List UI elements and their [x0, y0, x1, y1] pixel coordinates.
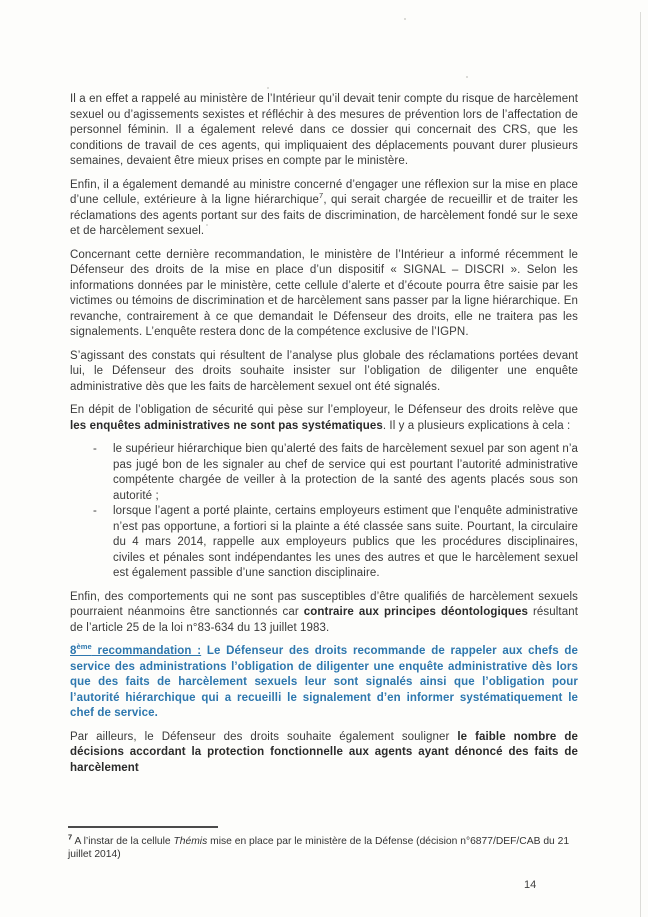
- bullet-dash: -: [93, 505, 97, 517]
- footnote: [68, 832, 588, 861]
- recommendation-title: [70, 642, 202, 657]
- paragraph-4: [70, 349, 578, 396]
- recommendation-label: recommandation :: [91, 645, 202, 657]
- text-run: résultant de l’article 25 de la loi n°83-634 du 13 juillet 1983.: [70, 606, 578, 634]
- recommendation-paragraph: [70, 644, 578, 722]
- page-body-text: [70, 92, 578, 784]
- scan-speck: [206, 224, 208, 226]
- text-run-italic: Thémis: [173, 836, 208, 847]
- scan-edge-line: [640, 12, 641, 917]
- footnote-divider: [68, 826, 218, 828]
- text-run: . Il y a plusieurs explications à cela :: [382, 419, 571, 432]
- paragraph-8: [70, 730, 578, 777]
- text-run-bold: contraire aux principes déontologiques: [303, 606, 528, 618]
- text-run: lorsque l’agent a porté plainte, certains employeurs estiment que l’enquête administrative n’est pas opportune, a fortiori si la plainte a été classée sans suite. Pourtant, la circulaire du 4 mars 2014, rappelle aux employeurs publics que les procédures disciplinaires, civiles et pénales sont indépendantes les unes des autres et que le harcèlement sexuel est également passible d’une sanction disciplinaire.: [113, 505, 578, 579]
- text-run: mise en place par le ministère de la Défense (décision n°6877/DEF/CAB du 21 juillet 2014): [68, 836, 570, 860]
- text-run: A l’instar de la cellule: [72, 836, 174, 847]
- text-run: Concernant cette dernière recommandation, le ministère de l’Intérieur a informé récemment le Défenseur des droits de la mise en place d’un dispositif « SIGNAL – DISCRI ». Selon les informations données par le ministère, cette cellule d’alerte et d’écoute pourra être saisie par les victimes ou témoins de discrimination et de harcèlement sans passer par la ligne hiérarchique. En revanche, contrairement à ce que demandait le Défenseur des droits, elle ne traitera pas les signalements. L’enquête restera donc de la compétence exclusive de l’IGPN.: [70, 248, 578, 338]
- text-run: Par ailleurs, le Défenseur des droits souhaite également souligner: [70, 730, 458, 743]
- paragraph-5-intro: [70, 403, 578, 434]
- paragraph-1: [70, 92, 578, 170]
- bullet-list: [70, 442, 578, 582]
- scan-speck: [267, 87, 269, 89]
- text-run-bold: le faible nombre de décisions accordant la protection fonctionnelle aux agents ayant dénoncé des faits de harcèlement: [70, 730, 578, 774]
- footnote-reference: 7: [319, 191, 324, 201]
- scan-speck: [466, 76, 468, 78]
- text-run: , qui serait chargée de recueillir et de traiter les réclamations des agents portant sur des faits de discrimination, de harcèlement fondé sur le sexe et de harcèlement sexuel.: [70, 194, 579, 237]
- scan-speck: [404, 18, 406, 20]
- text-run: Enfin, des comportements qui ne sont pas susceptibles d’être qualifiés de harcèlement sexuels pourraient néanmoins être sanctionnés car: [70, 590, 578, 618]
- list-item: [70, 442, 578, 504]
- text-run: En dépit de l’obligation de sécurité qui pèse sur l’employeur, le Défenseur des droits relève que: [70, 404, 578, 416]
- paragraph-2: [70, 178, 578, 240]
- recommendation-number: 8: [70, 645, 77, 657]
- paragraph-6: [70, 590, 578, 637]
- text-run: S’agissant des constats qui résultent de l’analyse plus globale des réclamations portées devant lui, le Défenseur des droits souhaite insister sur l’obligation de diligenter une enquête administrative dès que les faits de harcèlement sexuel ont été signalés.: [70, 349, 578, 393]
- text-run: Il a en effet a rappelé au ministère de l’Intérieur qu’il devait tenir compte du risque de harcèlement sexuel ou d’agissements sexistes et réfléchir à des mesures de prévention lors de l’affectation de personnel féminin. Il a également relevé dans ce dossier qui concernait des CRS, que les conditions de travail de ces agents, qui impliquaient des déplacements pouvant durer plusieurs semaines, devaient être mieux prises en compte par le ministère.: [70, 93, 578, 167]
- recommendation-body: Le Défenseur des droits recommande de rappeler aux chefs de service des administrations l’obligation de diligenter une enquête administrative dès lors que des faits de harcèlement sexuels leur sont signalés ainsi que l’obligation pour l’autorité hiérarchique qui a recueilli le signalement d’en informer systématiquement le chef de service.: [70, 645, 578, 719]
- recommendation-ordinal-suffix: ème: [76, 642, 92, 652]
- footnote-number: 7: [68, 832, 73, 842]
- list-item: [70, 504, 578, 582]
- page-number: 14: [524, 879, 537, 891]
- paragraph-3: [70, 248, 578, 341]
- text-run: le supérieur hiérarchique bien qu’alerté des faits de harcèlement sexuel par son agent n’a pas jugé bon de les signaler au chef de service qui est pourtant l’autorité administrative compétente chargée de veiller à la protection de la santé des agents placés sous son autorité ;: [113, 443, 578, 502]
- text-run-bold: les enquêtes administratives ne sont pas systématiques: [70, 419, 383, 432]
- text-run: Enfin, il a également demandé au ministre concerné d’engager une réflexion sur la mise en place d’une cellule, extérieure à la ligne hiérarchique: [70, 178, 578, 206]
- bullet-dash: -: [93, 443, 97, 455]
